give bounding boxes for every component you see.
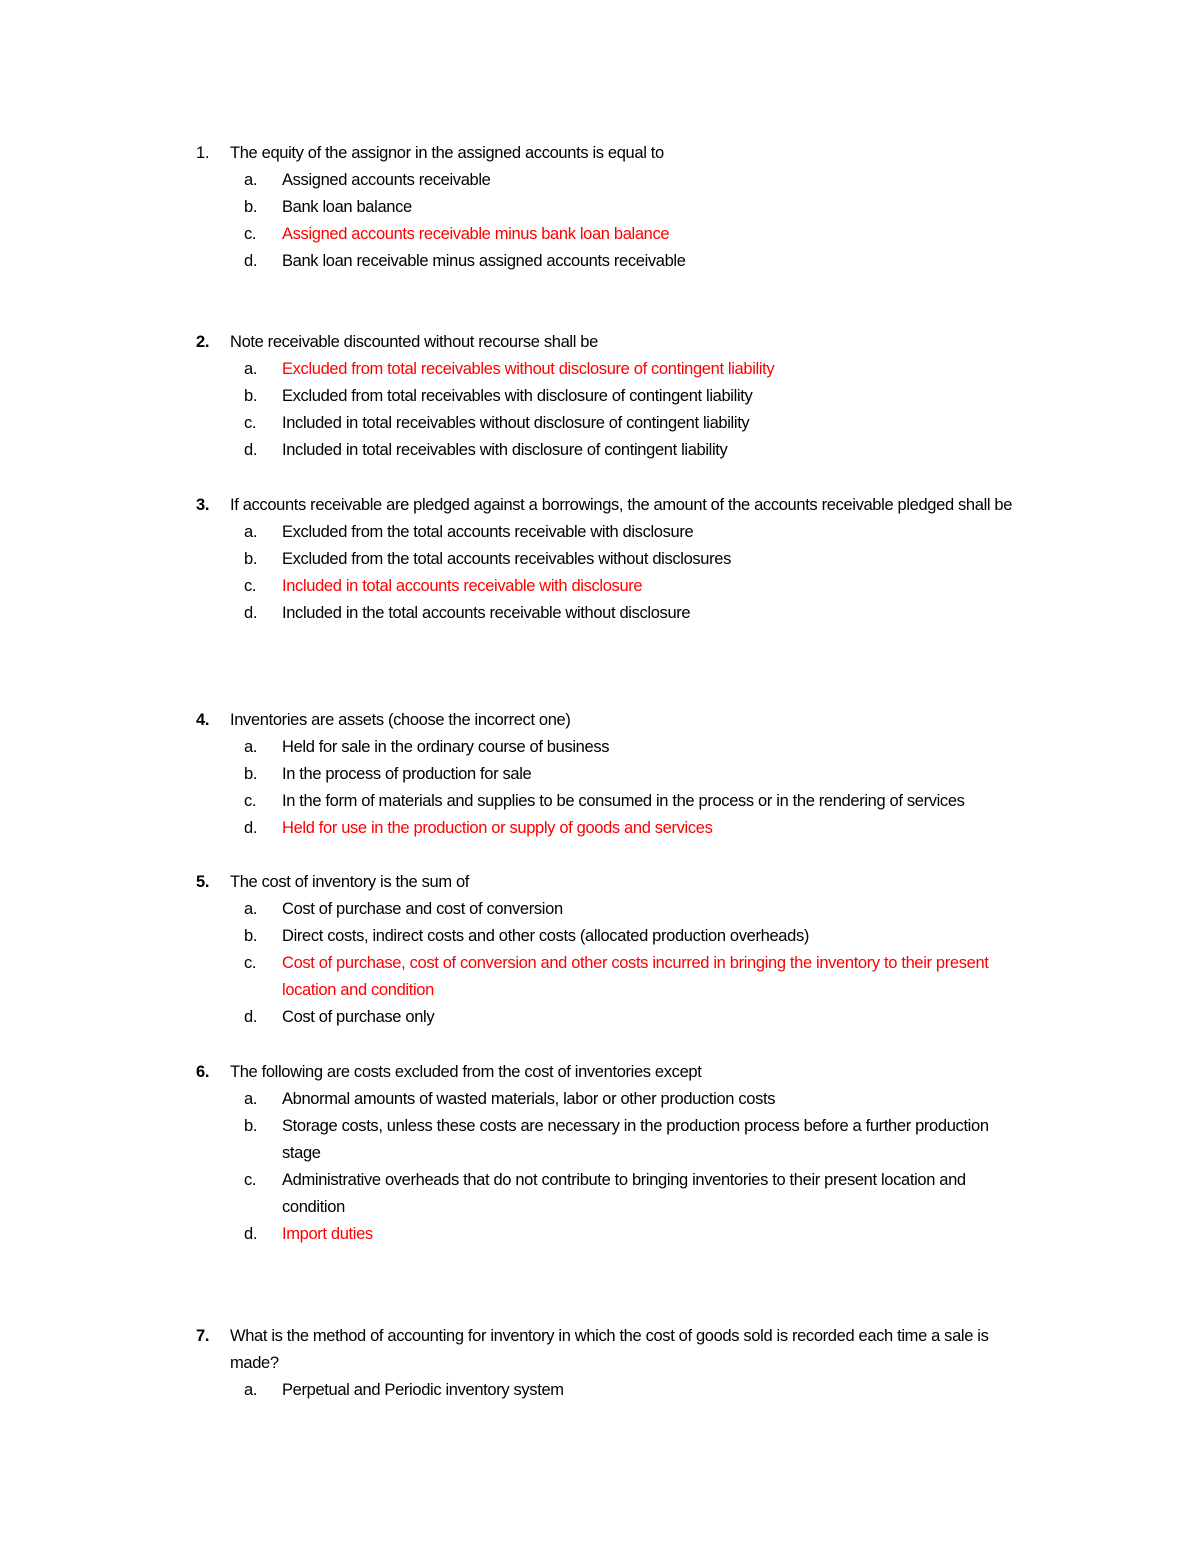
correct-option-row bbox=[190, 221, 1020, 248]
option-text: Administrative overheads that do not contribute to bringing inventories to their present location and condition bbox=[282, 1171, 966, 1216]
option-letter: d. bbox=[244, 252, 258, 270]
option-text: Perpetual and Periodic inventory system bbox=[282, 1381, 564, 1399]
question-number: 7. bbox=[196, 1327, 210, 1345]
correct-answer-text: Included in total accounts receivable with disclosure bbox=[282, 577, 643, 595]
option-letter: d. bbox=[244, 1225, 258, 1243]
question-number: 6. bbox=[196, 1063, 210, 1081]
option-letter: a. bbox=[244, 1090, 258, 1108]
question-4 bbox=[190, 707, 1020, 842]
option-letter: d. bbox=[244, 1008, 258, 1026]
option-row bbox=[190, 1167, 1020, 1221]
option-letter: d. bbox=[244, 441, 258, 459]
option-text: Direct costs, indirect costs and other costs (allocated production overheads) bbox=[282, 927, 809, 945]
question-text: The cost of inventory is the sum of bbox=[230, 873, 470, 891]
question-text: Inventories are assets (choose the incorrect one) bbox=[230, 711, 571, 729]
option-row bbox=[190, 923, 1020, 950]
option-row bbox=[190, 248, 1020, 275]
question-1 bbox=[190, 140, 1020, 275]
option-row bbox=[190, 167, 1020, 194]
option-letter: c. bbox=[244, 225, 257, 243]
option-letter: b. bbox=[244, 765, 258, 783]
option-row bbox=[190, 896, 1020, 923]
question-text: If accounts receivable are pledged against a borrowings, the amount of the accounts receivable pledged shall be bbox=[230, 496, 1013, 514]
correct-answer-text: Cost of purchase, cost of conversion and other costs incurred in bringing the inventory to their present location and condition bbox=[282, 954, 989, 999]
option-letter: a. bbox=[244, 360, 258, 378]
correct-option-row bbox=[190, 356, 1020, 383]
option-text: Included in total receivables without disclosure of contingent liability bbox=[282, 414, 750, 432]
option-letter: a. bbox=[244, 171, 258, 189]
option-letter: a. bbox=[244, 900, 258, 918]
correct-option-row bbox=[190, 1221, 1020, 1248]
option-text: Bank loan receivable minus assigned accounts receivable bbox=[282, 252, 686, 270]
option-text: Held for sale in the ordinary course of business bbox=[282, 738, 610, 756]
option-text: Assigned accounts receivable bbox=[282, 171, 491, 189]
option-letter: c. bbox=[244, 1171, 257, 1189]
option-letter: c. bbox=[244, 792, 257, 810]
question-text: What is the method of accounting for inventory in which the cost of goods sold is recorded each time a sale is made? bbox=[230, 1327, 989, 1372]
correct-option-row bbox=[190, 573, 1020, 600]
option-row bbox=[190, 194, 1020, 221]
option-row bbox=[190, 788, 1020, 815]
option-letter: b. bbox=[244, 927, 258, 945]
option-letter: a. bbox=[244, 738, 258, 756]
question-number: 1. bbox=[196, 144, 210, 162]
option-row bbox=[190, 437, 1020, 464]
question-text: Note receivable discounted without recourse shall be bbox=[230, 333, 598, 351]
option-letter: b. bbox=[244, 387, 258, 405]
question-text: The following are costs excluded from the cost of inventories except bbox=[230, 1063, 702, 1081]
option-text: Cost of purchase and cost of conversion bbox=[282, 900, 563, 918]
option-text: Abnormal amounts of wasted materials, labor or other production costs bbox=[282, 1090, 776, 1108]
option-row bbox=[190, 1004, 1020, 1031]
option-letter: b. bbox=[244, 198, 258, 216]
option-row bbox=[190, 761, 1020, 788]
option-row bbox=[190, 1086, 1020, 1113]
option-letter: b. bbox=[244, 550, 258, 568]
option-row bbox=[190, 383, 1020, 410]
option-row bbox=[190, 546, 1020, 573]
question-5 bbox=[190, 869, 1020, 1031]
question-text: The equity of the assignor in the assigned accounts is equal to bbox=[230, 144, 664, 162]
option-letter: c. bbox=[244, 414, 257, 432]
question-3 bbox=[190, 492, 1020, 627]
correct-answer-text: Excluded from total receivables without disclosure of contingent liability bbox=[282, 360, 775, 378]
correct-option-row bbox=[190, 815, 1020, 842]
correct-answer-text: Import duties bbox=[282, 1225, 373, 1243]
question-number: 2. bbox=[196, 333, 210, 351]
option-letter: c. bbox=[244, 954, 257, 972]
correct-answer-text: Held for use in the production or supply of goods and services bbox=[282, 819, 713, 837]
question-number: 4. bbox=[196, 711, 210, 729]
question-6 bbox=[190, 1059, 1020, 1248]
option-row bbox=[190, 1113, 1020, 1167]
option-text: Included in total receivables with disclosure of contingent liability bbox=[282, 441, 728, 459]
question-number: 3. bbox=[196, 496, 210, 514]
option-text: Cost of purchase only bbox=[282, 1008, 435, 1026]
option-letter: b. bbox=[244, 1117, 258, 1135]
question-2 bbox=[190, 329, 1020, 464]
option-row bbox=[190, 734, 1020, 761]
option-row bbox=[190, 1377, 1020, 1404]
option-letter: d. bbox=[244, 604, 258, 622]
option-text: Excluded from the total accounts receivables without disclosures bbox=[282, 550, 732, 568]
option-text: In the form of materials and supplies to be consumed in the process or in the rendering of services bbox=[282, 792, 965, 810]
option-text: Bank loan balance bbox=[282, 198, 412, 216]
option-letter: a. bbox=[244, 1381, 258, 1399]
option-text: In the process of production for sale bbox=[282, 765, 532, 783]
option-text: Excluded from the total accounts receivable with disclosure bbox=[282, 523, 694, 541]
option-letter: c. bbox=[244, 577, 257, 595]
option-text: Storage costs, unless these costs are necessary in the production process before a further production stage bbox=[282, 1117, 989, 1162]
option-text: Excluded from total receivables with disclosure of contingent liability bbox=[282, 387, 753, 405]
option-letter: d. bbox=[244, 819, 258, 837]
option-row bbox=[190, 600, 1020, 627]
question-7 bbox=[190, 1323, 1020, 1404]
option-row bbox=[190, 410, 1020, 437]
correct-answer-text: Assigned accounts receivable minus bank loan balance bbox=[282, 225, 670, 243]
option-text: Included in the total accounts receivable without disclosure bbox=[282, 604, 691, 622]
question-number: 5. bbox=[196, 873, 210, 891]
option-row bbox=[190, 519, 1020, 546]
option-letter: a. bbox=[244, 523, 258, 541]
correct-option-row bbox=[190, 950, 1020, 1004]
